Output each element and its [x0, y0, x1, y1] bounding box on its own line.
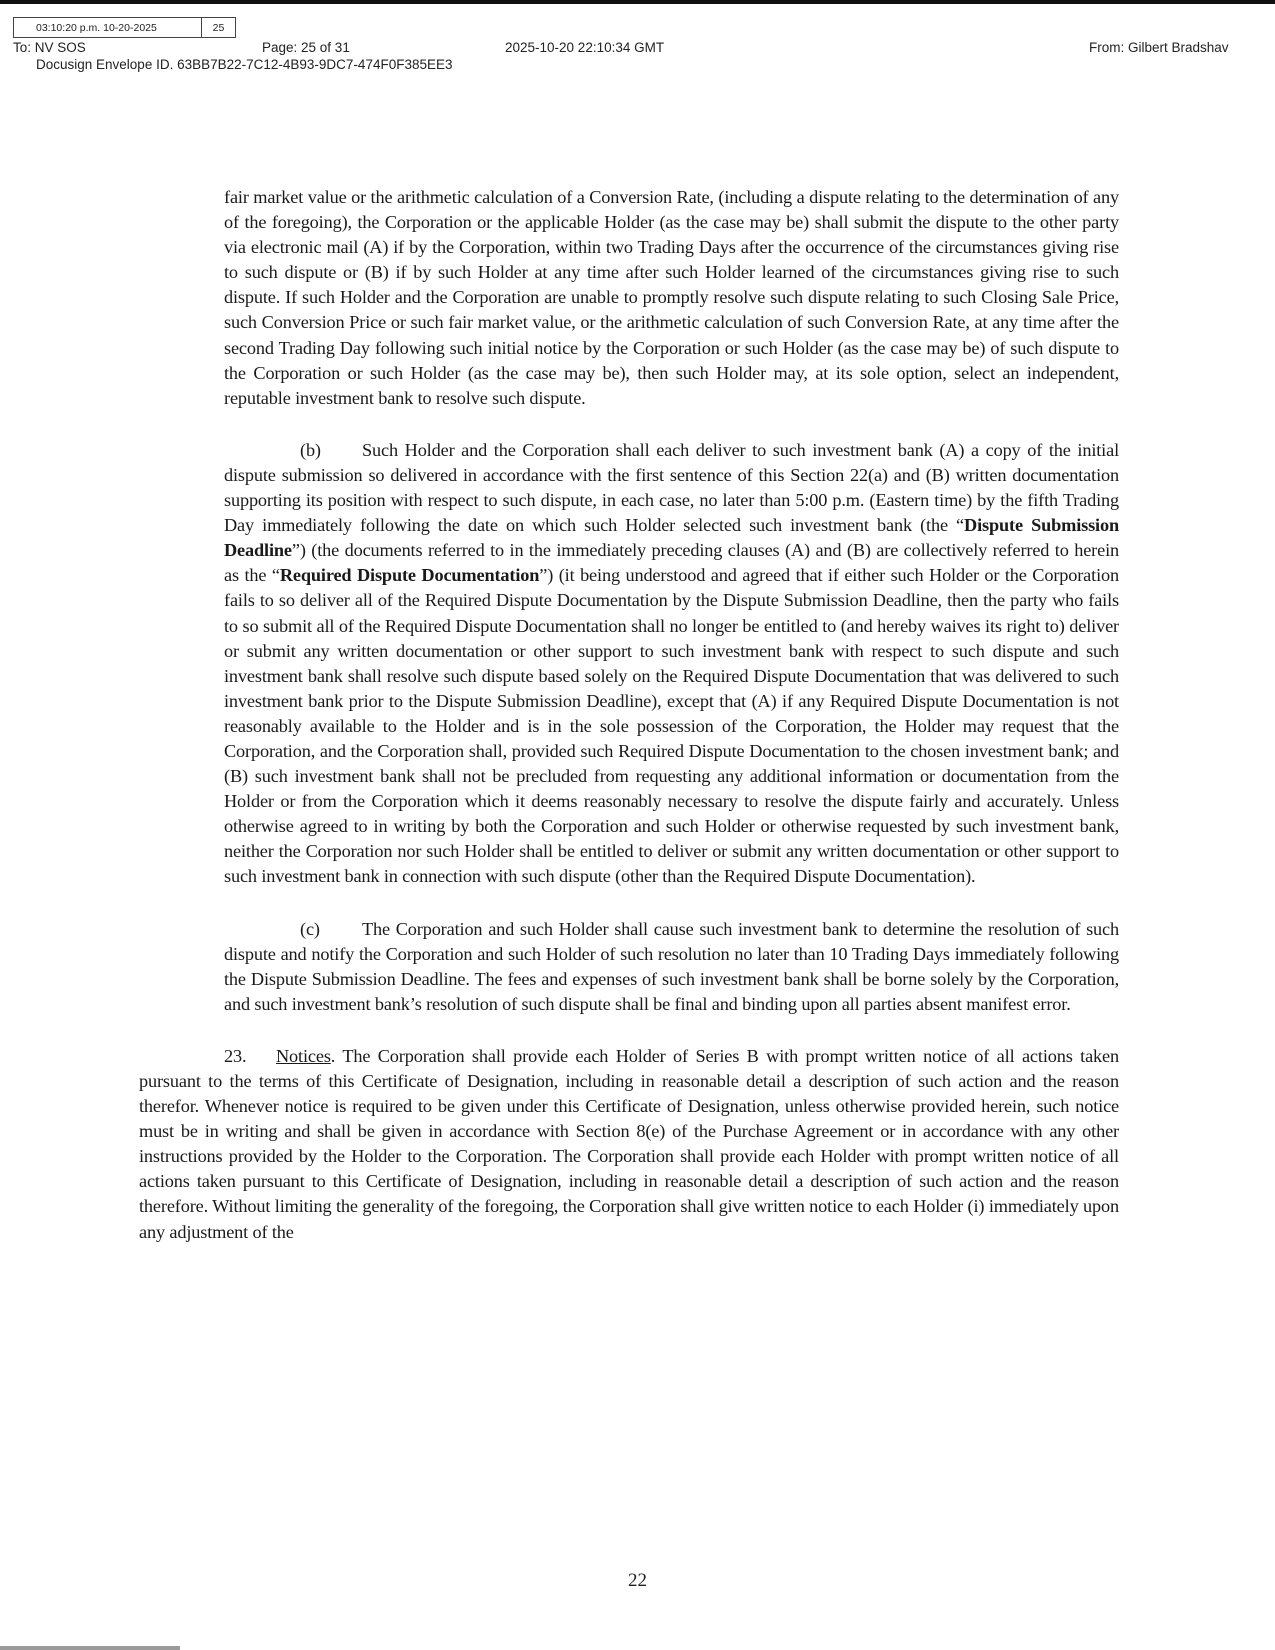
fax-recipient: To: NV SOS [13, 40, 86, 55]
fax-datetime: 2025-10-20 22:10:34 GMT [505, 40, 665, 55]
fax-stamp [13, 17, 236, 38]
paragraph-a-continued: fair market value or the arithmetic calculation of a Conversion Rate, (including a dispute relating to the determination of any of the foregoing), the Corporation or the applicable Holder (as the case may be) shall submit the dispute to the other party via electronic mail (A) if by the Corporation, within two Trading Days after the occurrence of the circumstances giving rise to such dispute or (B) if by such Holder at any time after such Holder learned of the circumstances giving rise to such dispute. If such Holder and the Corporation are unable to promptly resolve such dispute relating to such Closing Sale Price, such Conversion Price or such fair market value, or the arithmetic calculation of such Conversion Rate, at any time after the second Trading Day following such initial notice by the Corporation or such Holder (as the case may be) of such dispute to the Corporation or such Holder (as the case may be), then such Holder may, at its sole option, select an independent, reputable investment bank to resolve such dispute. [224, 187, 1119, 408]
section-23-number: 23. [224, 1045, 247, 1066]
fax-sender: From: Gilbert Bradshav [1089, 40, 1229, 55]
paragraph-b-label: (b) [300, 439, 321, 460]
paragraph-b: (b) Such Holder and the Corporation shall each deliver to such investment bank (A) a copy of the initial dispute submission so delivered in accordance with the first sentence of this Section 22(a) and (B) written documentation supporting its position with respect to such dispute, in each case, no later than 5:00 p.m. (Eastern time) by the fifth Trading Day immediately following the date on which such Holder selected such investment bank (the “Dispute Submission Deadline”) (the documents referred to in the immediately preceding clauses (A) and (B) are collectively referred to herein as the “Required Dispute Documentation”) (it being understood and agreed that if either such Holder or the Corporation fails to so deliver all of the Required Dispute Documentation by the Dispute Submission Deadline, then the party who fails to so submit all of the Required Dispute Documentation shall no longer be entitled to (and hereby waives its right to) deliver or submit any written documentation or other support to such investment bank with respect to such dispute and such investment bank shall resolve such dispute based solely on the Required Dispute Documentation that was delivered to such investment bank prior to the Dispute Submission Deadline), except that (A) if any Required Dispute Documentation is not reasonably available to the Holder and is in the sole possession of the Corporation, the Holder may request that the Corporation, and the Corporation shall, provided such Required Dispute Documentation to the chosen investment bank; and (B) such investment bank shall not be precluded from requesting any additional information or documentation from the Holder or from the Corporation which it deems reasonably necessary to resolve the dispute fairly and accurately. Unless otherwise agreed to in writing by both the Corporation and such Holder or otherwise requested by such investment bank, neither the Corporation nor such Holder shall be entitled to deliver or submit any written documentation or other support to such investment bank in connection with such dispute (other than the Required Dispute Documentation). [224, 439, 1119, 887]
fax-page-count: Page: 25 of 31 [262, 40, 350, 55]
section-23-title: Notices [276, 1045, 331, 1066]
docusign-envelope-id: Docusign Envelope ID. 63BB7B22-7C12-4B93-9DC7-474F0F385EE3 [36, 57, 453, 72]
scan-bottom-edge [0, 1646, 180, 1650]
page-number: 22 [628, 1570, 647, 1591]
fax-header-line [0, 40, 1275, 56]
document-body [139, 185, 1119, 1245]
section-23-notices: 23. Notices. The Corporation shall provide each Holder of Series B with prompt written notice of all actions taken pursuant to the terms of this Certificate of Designation, including in reasonable detail a description of such action and the reason therefor. Whenever notice is required to be given under this Certificate of Designation, unless otherwise provided herein, such notice must be in writing and shall be given in accordance with Section 8(e) of the Purchase Agreement or in accordance with any other instructions provided by the Holder to the Corporation. The Corporation shall provide each Holder with prompt written notice of all actions taken pursuant to this Certificate of Designation, including in reasonable detail a description of such action and the reason therefore. Without limiting the generality of the foregoing, the Corporation shall give written notice to each Holder (i) immediately upon any adjustment of the [139, 1045, 1119, 1242]
defined-term-dispute-submission-deadline: Dispute Submission Deadline [224, 515, 1119, 561]
paragraph-c-label: (c) [300, 918, 320, 939]
defined-term-required-dispute-documentation: Required Dispute Documentation [279, 565, 540, 586]
scan-top-border [0, 0, 1275, 4]
fax-stamp-page: 25 [212, 21, 225, 34]
paragraph-c: (c) The Corporation and such Holder shall cause such investment bank to determine the resolution of such dispute and notify the Corporation and such Holder of such resolution no later than 10 Trading Days immediately following the Dispute Submission Deadline. The fees and expenses of such investment bank shall be borne solely by the Corporation, and such investment bank’s resolution of such dispute shall be final and binding upon all parties absent manifest error. [224, 918, 1119, 1014]
fax-stamp-timestamp: 03:10:20 p.m. 10-20-2025 [14, 18, 202, 37]
